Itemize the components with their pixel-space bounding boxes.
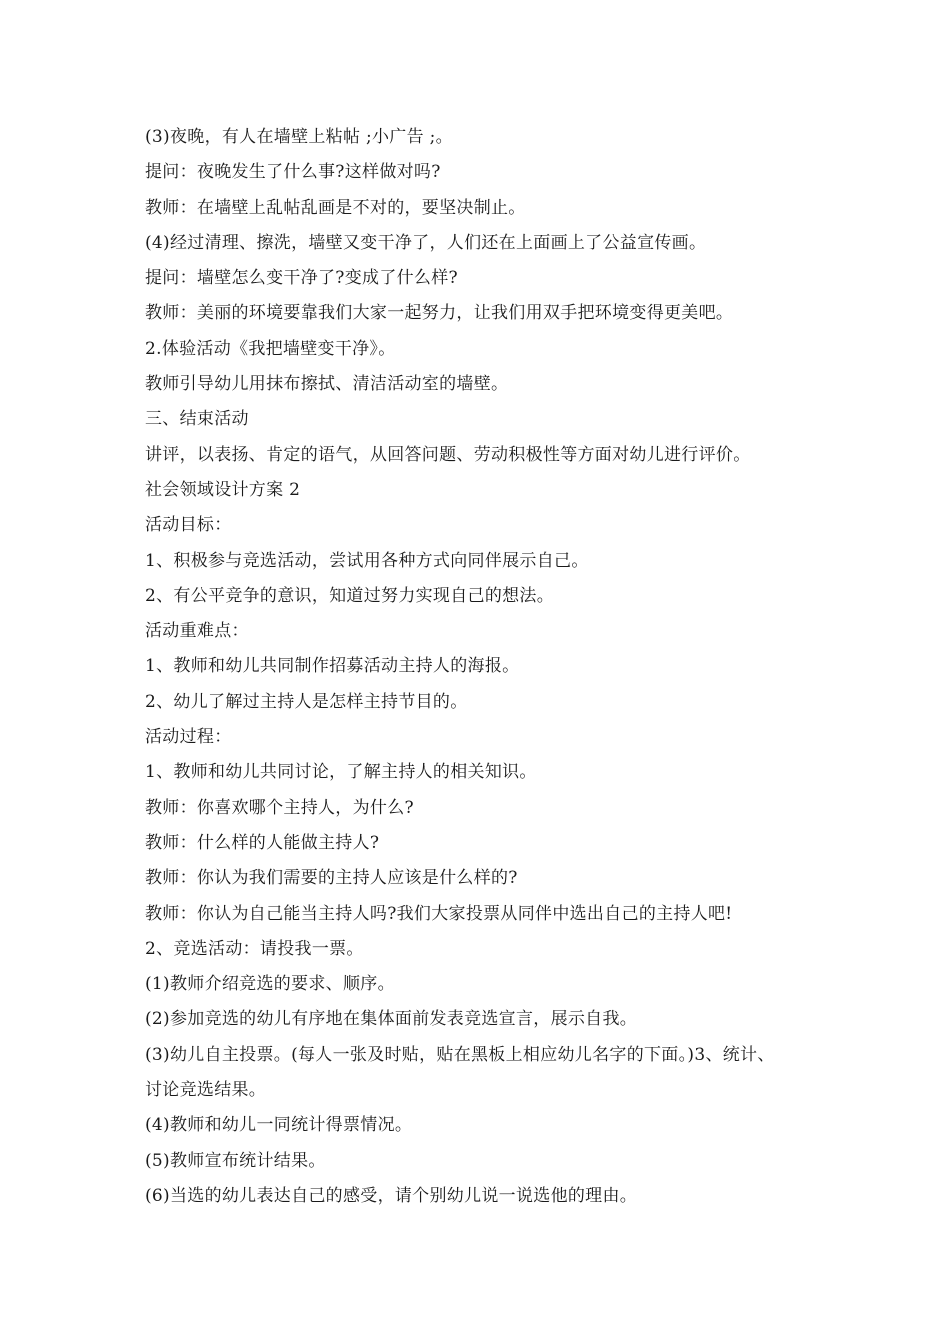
text-line: 教师：什么样的人能做主持人? xyxy=(145,832,380,853)
text-line: 教师引导幼儿用抹布擦拭、清洁活动室的墙壁。 xyxy=(145,374,509,395)
text-line: 2、有公平竞争的意识，知道过努力实现自己的想法。 xyxy=(145,585,555,606)
text-line: 教师：你认为自己能当主持人吗?我们大家投票从同伴中选出自己的主持人吧! xyxy=(145,903,733,924)
text-line: (3)夜晚，有人在墙壁上粘帖 ;小广告 ;。 xyxy=(145,127,453,147)
text-line: 教师：在墙壁上乱帖乱画是不对的，要坚决制止。 xyxy=(145,197,526,218)
text-line: 讨论竞选结果。 xyxy=(145,1080,267,1101)
section-heading: 三、结束活动 xyxy=(145,409,249,430)
text-line: 提问：墙壁怎么变干净了?变成了什么样? xyxy=(145,268,458,289)
text-line: 2、幼儿了解过主持人是怎样主持节目的。 xyxy=(145,691,468,712)
text-line: 教师：你认为我们需要的主持人应该是什么样的? xyxy=(145,868,518,889)
text-line: (1)教师介绍竞选的要求、顺序。 xyxy=(145,974,395,995)
text-line: 2.体验活动《我把墙壁变干净》。 xyxy=(145,338,396,359)
text-line: 1、教师和幼儿共同制作招募活动主持人的海报。 xyxy=(145,656,520,677)
text-line: 1、教师和幼儿共同讨论，了解主持人的相关知识。 xyxy=(145,762,537,783)
text-line: (6)当选的幼儿表达自己的感受，请个别幼儿说一说选他的理由。 xyxy=(145,1185,638,1206)
text-line: (4)经过清理、擦洗，墙壁又变干净了，人们还在上面画上了公益宣传画。 xyxy=(145,232,707,253)
text-line: 讲评，以表扬、肯定的语气，从回答问题、劳动积极性等方面对幼儿进行评价。 xyxy=(145,444,751,465)
text-line: 教师：美丽的环境要靠我们大家一起努力，让我们用双手把环境变得更美吧。 xyxy=(145,303,734,324)
text-line: 2、竞选活动：请投我一票。 xyxy=(145,938,364,959)
text-line: 教师：你喜欢哪个主持人，为什么? xyxy=(145,797,414,818)
text-line: (3)幼儿自主投票。(每人一张及时贴，贴在黑板上相应幼儿名字的下面。)3、统计、 xyxy=(145,1044,775,1065)
text-line: 1、积极参与竞选活动，尝试用各种方式向同伴展示自己。 xyxy=(145,550,589,571)
section-heading: 活动过程： xyxy=(145,727,232,748)
section-heading: 活动目标： xyxy=(145,515,232,536)
text-line: 提问：夜晚发生了什么事?这样做对吗? xyxy=(145,162,441,183)
section-heading: 活动重难点： xyxy=(145,621,249,642)
text-line: (4)教师和幼儿一同统计得票情况。 xyxy=(145,1115,413,1136)
text-line: (2)参加竞选的幼儿有序地在集体面前发表竞选宣言，展示自我。 xyxy=(145,1009,638,1030)
text-line: (5)教师宣布统计结果。 xyxy=(145,1150,326,1171)
section-heading: 社会领域设计方案 2 xyxy=(145,479,301,500)
document-body xyxy=(145,120,815,1214)
